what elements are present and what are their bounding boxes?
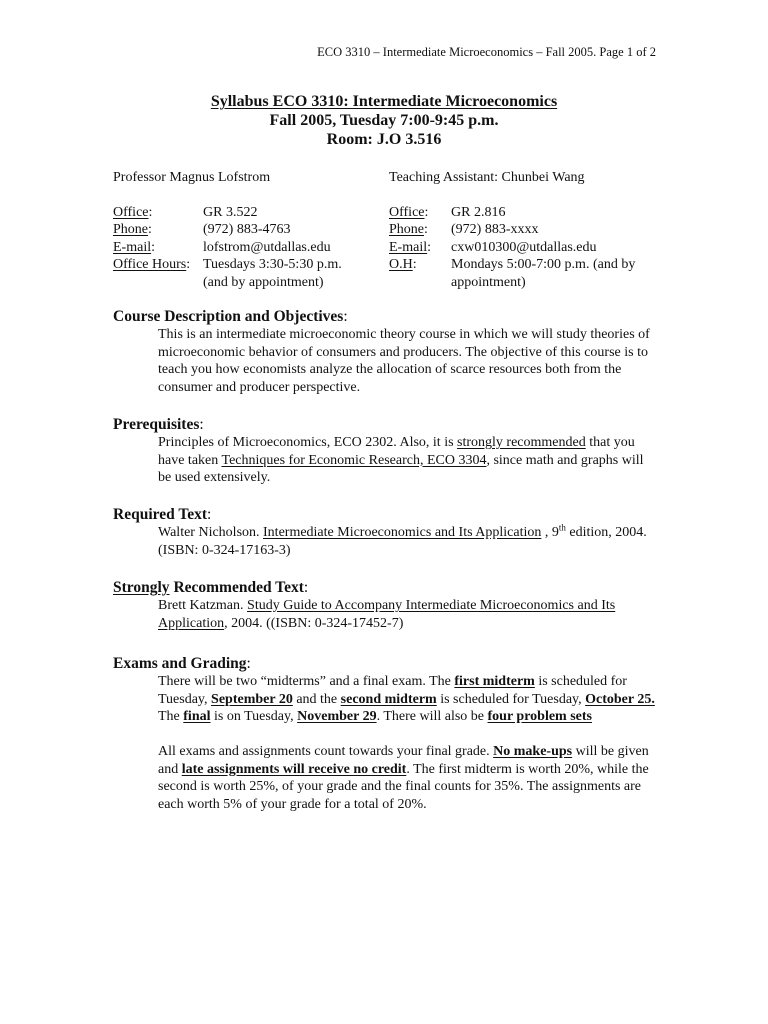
ta-office-label: Office — [389, 204, 425, 220]
professor-phone-row: Phone: (972) 883-4763 — [113, 222, 291, 237]
professor-office: GR 3.522 — [203, 204, 258, 220]
late-assignments-policy: late assignments will receive no credit — [181, 761, 407, 777]
recommended-heading-rest: Recommended Text — [169, 579, 304, 596]
required-text-citation: Walter Nicholson. Intermediate Microeconomics and Its Application , 9th edition, 2004. (ISBN: 0-324-17163-3) — [158, 522, 647, 558]
study-guide-title: Study Guide to Accompany Intermediate Microeconomics and Its Application — [158, 598, 616, 631]
ta-name: Teaching Assistant: Chunbei Wang — [389, 170, 585, 185]
grading-paragraph: All exams and assignments count towards your final grade. No make-ups will be given and late assignments will receive no credit. The first midterm is worth 20%, while the second is worth 25%, of your grade and the final counts for 35%. The assignments are each worth 5% of your grade for a total of 20%. — [158, 744, 649, 812]
class-time: Fall 2005, Tuesday 7:00-9:45 p.m. — [269, 112, 499, 129]
course-description-section: Course Description and Objectives: This is an intermediate microeconomic theory course in which we will study theories of microeconomic behavior of consumers and producers. The objective of this course is to teach you how economists analyze the allocation of scarce resources both from the consumer and producer perspective. — [113, 307, 658, 396]
strongly-recommended: strongly recommended — [457, 435, 586, 450]
second-midterm: second midterm — [340, 691, 437, 707]
first-midterm-date: September 20 — [211, 691, 293, 707]
ta-hours-line1: Mondays 5:00-7:00 p.m. (and by — [451, 257, 636, 272]
professor-phone: (972) 883-4763 — [203, 222, 291, 237]
professor-name: Professor Magnus Lofstrom — [113, 170, 271, 185]
ta-email: cxw010300@utdallas.edu — [451, 239, 597, 255]
final-exam-date: November 29 — [297, 709, 377, 724]
exams-heading: Exams and Grading — [113, 655, 247, 672]
ta-phone-row: Phone: (972) 883-xxxx — [389, 222, 539, 237]
ta-hours-row: O.H: Mondays 5:00-7:00 p.m. (and by appointment) — [389, 257, 636, 290]
ta-phone-label: Phone — [389, 222, 424, 237]
techniques-course: Techniques for Economic Research, ECO 3304 — [221, 452, 487, 468]
email-label: E-mail — [113, 239, 152, 255]
ta-phone: (972) 883-xxxx — [451, 222, 539, 237]
no-make-ups: No make-ups — [493, 744, 573, 759]
professor-info — [113, 169, 373, 291]
title-block — [0, 92, 768, 149]
professor-email: lofstrom@utdallas.edu — [203, 239, 331, 255]
ta-email-row: E-mail: cxw010300@utdallas.edu — [389, 239, 597, 255]
recommended-text-citation: Brett Katzman. Study Guide to Accompany Intermediate Microeconomics and Its Application, 2004. ((ISBN: 0-324-17452-7) — [158, 598, 616, 631]
prerequisites-section: Prerequisites: Principles of Microeconomics, ECO 2302. Also, it is strongly recommended that you have taken Techniques for Economic Research, ECO 3304, since math and graphs will be used extensively. — [113, 415, 658, 487]
required-text-section: Required Text: Walter Nicholson. Intermediate Microeconomics and Its Application , 9th edition, 2004. (ISBN: 0-324-17163-3) — [113, 505, 658, 559]
final-exam: final — [183, 709, 211, 724]
class-room: Room: J.O 3.516 — [326, 131, 442, 148]
problem-sets: four problem sets — [487, 709, 592, 724]
phone-label: Phone — [113, 222, 148, 237]
recommended-text-section: Strongly Recommended Text: Brett Katzman. Study Guide to Accompany Intermediate Microeconomics and Its Application, 2004. ((ISBN: 0-324-17452-7) — [113, 578, 658, 632]
required-text-heading: Required Text — [113, 506, 208, 523]
office-label: Office — [113, 204, 149, 220]
professor-hours-line1: Tuesdays 3:30-5:30 p.m. — [203, 257, 342, 272]
professor-hours-line2: (and by appointment) — [203, 274, 324, 290]
recommended-heading-strongly: Strongly — [113, 579, 170, 596]
professor-office-row: Office: GR 3.522 — [113, 204, 258, 220]
professor-hours-row: Office Hours: Tuesdays 3:30-5:30 p.m. (and by appointment) — [113, 257, 342, 290]
second-midterm-date: October 25. — [585, 691, 655, 707]
required-book-title: Intermediate Microeconomics and Its Application — [263, 525, 542, 540]
edition-superscript: th — [558, 522, 566, 533]
running-head: ECO 3310 – Intermediate Microeconomics – Fall 2005. Page 1 of 2 — [317, 45, 656, 59]
course-description-text: This is an intermediate microeconomic theory course in which we will study theories of microeconomic behavior of consumers and producers. The objective of this course is to teach you how economists analyze the allocation of scarce resources both from the consumer and producer perspective. — [158, 327, 650, 395]
professor-email-row: E-mail: lofstrom@utdallas.edu — [113, 239, 331, 255]
first-midterm: first midterm — [454, 674, 535, 689]
ta-hours-line2: appointment) — [451, 274, 526, 290]
ta-email-label: E-mail — [389, 239, 428, 255]
ta-office-row: Office: GR 2.816 — [389, 204, 506, 220]
ta-office: GR 2.816 — [451, 204, 506, 220]
prerequisites-text: Principles of Microeconomics, ECO 2302. Also, it is strongly recommended that you have taken Techniques for Economic Research, ECO 3304, since math and graphs will be used extensively. — [158, 435, 644, 485]
prerequisites-heading: Prerequisites — [113, 416, 200, 433]
ta-hours-label: O.H — [389, 257, 413, 272]
exams-schedule-paragraph: There will be two “midterms” and a final exam. The first midterm is scheduled for Tuesday, September 20 and the second midterm is scheduled for Tuesday, October 25. The final is on Tuesday, November 29. There will also be four problem sets — [158, 674, 655, 724]
course-description-heading: Course Description and Objectives — [113, 308, 344, 325]
office-hours-label: Office Hours — [113, 257, 187, 272]
syllabus-title: Syllabus ECO 3310: Intermediate Microeconomics — [210, 93, 558, 110]
ta-info — [389, 169, 669, 291]
exams-grading-section: Exams and Grading: There will be two “midterms” and a final exam. The first midterm is scheduled for Tuesday, September 20 and the second midterm is scheduled for Tuesday, October 25. The final is on Tuesday, November 29. There will also be four problem sets All exams and assignments count towards your final grade. No make-ups will be given and late assignments will receive no credit. The first midterm is worth 20%, while the second is worth 25%, of your grade and the final counts for 35%. The assignments are each worth 5% of your grade for a total of 20%. — [113, 654, 658, 813]
